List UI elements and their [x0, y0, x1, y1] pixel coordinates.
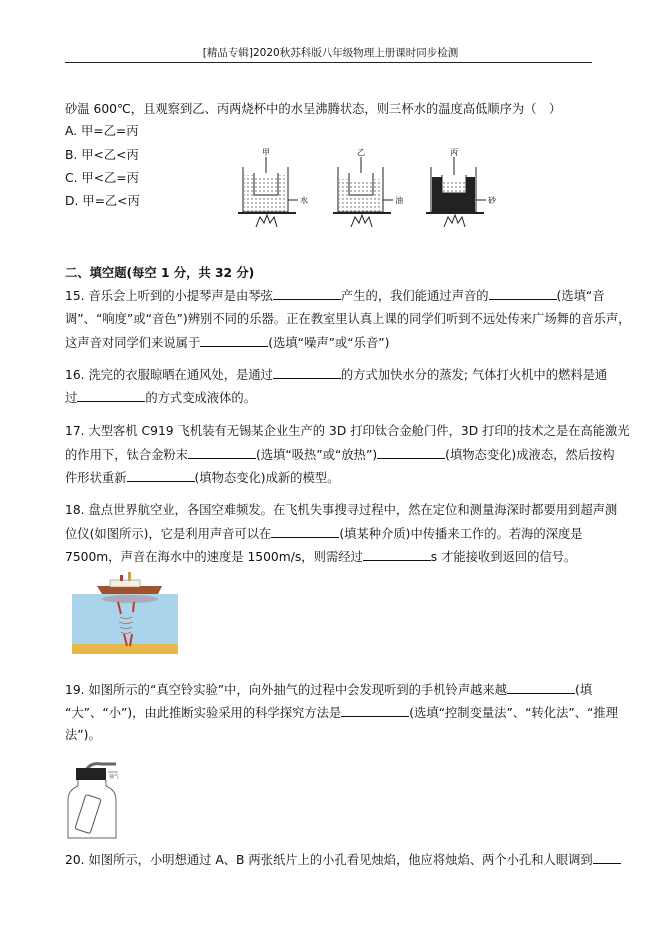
text-segment: 的作用下，钛合金粉末	[65, 448, 188, 462]
answer-blank[interactable]	[507, 681, 575, 694]
answer-blank[interactable]	[273, 366, 341, 379]
beaker-bing	[426, 148, 497, 227]
q19-line	[65, 727, 101, 743]
sonar-ship-figure	[72, 572, 180, 656]
text-segment: (填物态变化)成液态，然后按构	[445, 448, 615, 462]
text-segment: A. 甲=乙=丙	[65, 124, 139, 138]
text-segment: B. 甲<乙<丙	[65, 148, 139, 162]
svg-text:甲: 甲	[262, 148, 270, 157]
q15-line	[65, 287, 605, 304]
text-segment: 产生的，我们能通过声音的	[340, 289, 489, 303]
text-segment: “大”、“小”)，由此推断实验采用的科学探究方法是	[65, 706, 342, 720]
answer-blank[interactable]	[127, 469, 195, 482]
svg-text:砂: 砂	[488, 196, 496, 205]
beakers-figure	[238, 145, 496, 230]
pump-label: 抽气	[109, 774, 120, 780]
text-segment: (填物态变化)成新的模型。	[194, 471, 340, 485]
text-segment: (选填“控制变量法”、“转化法”、“推理	[409, 706, 619, 720]
text-segment: 的方式变成液体的。	[145, 391, 256, 405]
answer-blank[interactable]	[341, 704, 409, 717]
q18-line	[65, 502, 617, 518]
header-rule	[65, 62, 592, 63]
svg-text:油: 油	[395, 196, 403, 205]
text-segment: 19. 如图所示的“真空铃实验”中，向外抽气的过程中会发现听到的手机铃声越来越	[65, 683, 508, 697]
q14-line	[65, 193, 140, 209]
q17-line	[65, 423, 630, 439]
svg-text:水: 水	[300, 196, 308, 205]
q15-line	[65, 334, 389, 351]
text-segment: (填	[575, 683, 593, 697]
text-segment: (选填“吸热”或“放热”)	[255, 448, 378, 462]
svg-text:丙: 丙	[450, 148, 458, 157]
text-segment: D. 甲=乙<丙	[65, 194, 140, 208]
q14-line	[65, 147, 139, 163]
text-segment: 的方式加快水分的蒸发; 气体打火机中的燃料是通	[340, 368, 608, 382]
svg-text:乙: 乙	[357, 148, 365, 157]
text-segment: 件形状重新	[65, 471, 127, 485]
text-segment: 20. 如图所示，小明想通过 A、B 两张纸片上的小孔看见烛焰，他应将烛焰、两个小孔和人眼调到	[65, 853, 593, 867]
text-segment: (填某种介质)中传播来工作的。若海的深度是	[339, 527, 583, 541]
text-segment: 法”)。	[65, 728, 101, 742]
answer-blank[interactable]	[593, 851, 621, 864]
text-segment: (选填“噪声”或“乐音”)	[268, 336, 390, 350]
beaker-yi	[333, 148, 403, 227]
q19-line	[65, 681, 592, 698]
q16-line	[65, 389, 256, 406]
q14-line	[65, 170, 139, 186]
text-segment: 过	[65, 391, 78, 405]
text-segment: 16. 洗完的衣服晾晒在通风处，是通过	[65, 368, 273, 382]
q16-line	[65, 366, 607, 383]
answer-blank[interactable]	[363, 548, 431, 561]
text-segment: 7500m，声音在海水中的速度是 1500m/s，则需经过	[65, 550, 363, 564]
text-segment: 位仪(如图所示)，它是利用声音可以在	[65, 527, 272, 541]
text-segment: 17. 大型客机 C919 飞机装有无锡某企业生产的 3D 打印钛合金舱门件，3D 打印的技术之是在高能激光	[65, 424, 630, 438]
q18-line	[65, 548, 576, 565]
answer-blank[interactable]	[77, 389, 145, 402]
beaker-jia	[238, 148, 308, 227]
answer-blank[interactable]	[377, 446, 445, 459]
section-line	[65, 265, 254, 281]
q17-line	[65, 469, 339, 486]
q15-line	[65, 311, 630, 327]
answer-blank[interactable]	[200, 334, 268, 347]
text-segment: 15. 音乐会上听到的小提琴声是由琴弦	[65, 289, 273, 303]
text-segment: (选填“音	[556, 289, 605, 303]
q20-line	[65, 851, 621, 868]
text-segment: 这声音对同学们来说属于	[65, 336, 201, 350]
text-segment: 砂温 600℃，且观察到乙、丙两烧杯中的水呈沸腾状态，则三杯水的温度高低顺序为（ ）	[65, 102, 562, 116]
answer-blank[interactable]	[273, 287, 341, 300]
q19-line	[65, 704, 618, 721]
q17-line	[65, 446, 615, 463]
q14-line	[65, 123, 139, 139]
answer-blank[interactable]	[188, 446, 256, 459]
text-segment: 18. 盘点世界航空业，各国空难频发。在飞机失事搜寻过程中，然在定位和测量海深时都要用到超声测	[65, 503, 618, 517]
text-segment: 调”、“响度”或“音色”)辨别不同的乐器。正在教室里认真上课的同学们听到不远处传来广场舞的音乐声，	[65, 312, 631, 326]
text-segment: s 才能接收到返回的信号。	[430, 550, 577, 564]
vacuum-bottle-figure	[66, 760, 136, 840]
answer-blank[interactable]	[489, 287, 557, 300]
answer-blank[interactable]	[271, 525, 339, 538]
q14-line	[65, 101, 561, 117]
text-segment: C. 甲<乙=丙	[65, 171, 139, 185]
page-header: [精品专辑]2020秋苏科版八年级物理上册课时同步检测	[202, 47, 459, 59]
text-segment: 二、填空题(每空 1 分，共 32 分)	[65, 266, 255, 280]
q18-line	[65, 525, 583, 542]
